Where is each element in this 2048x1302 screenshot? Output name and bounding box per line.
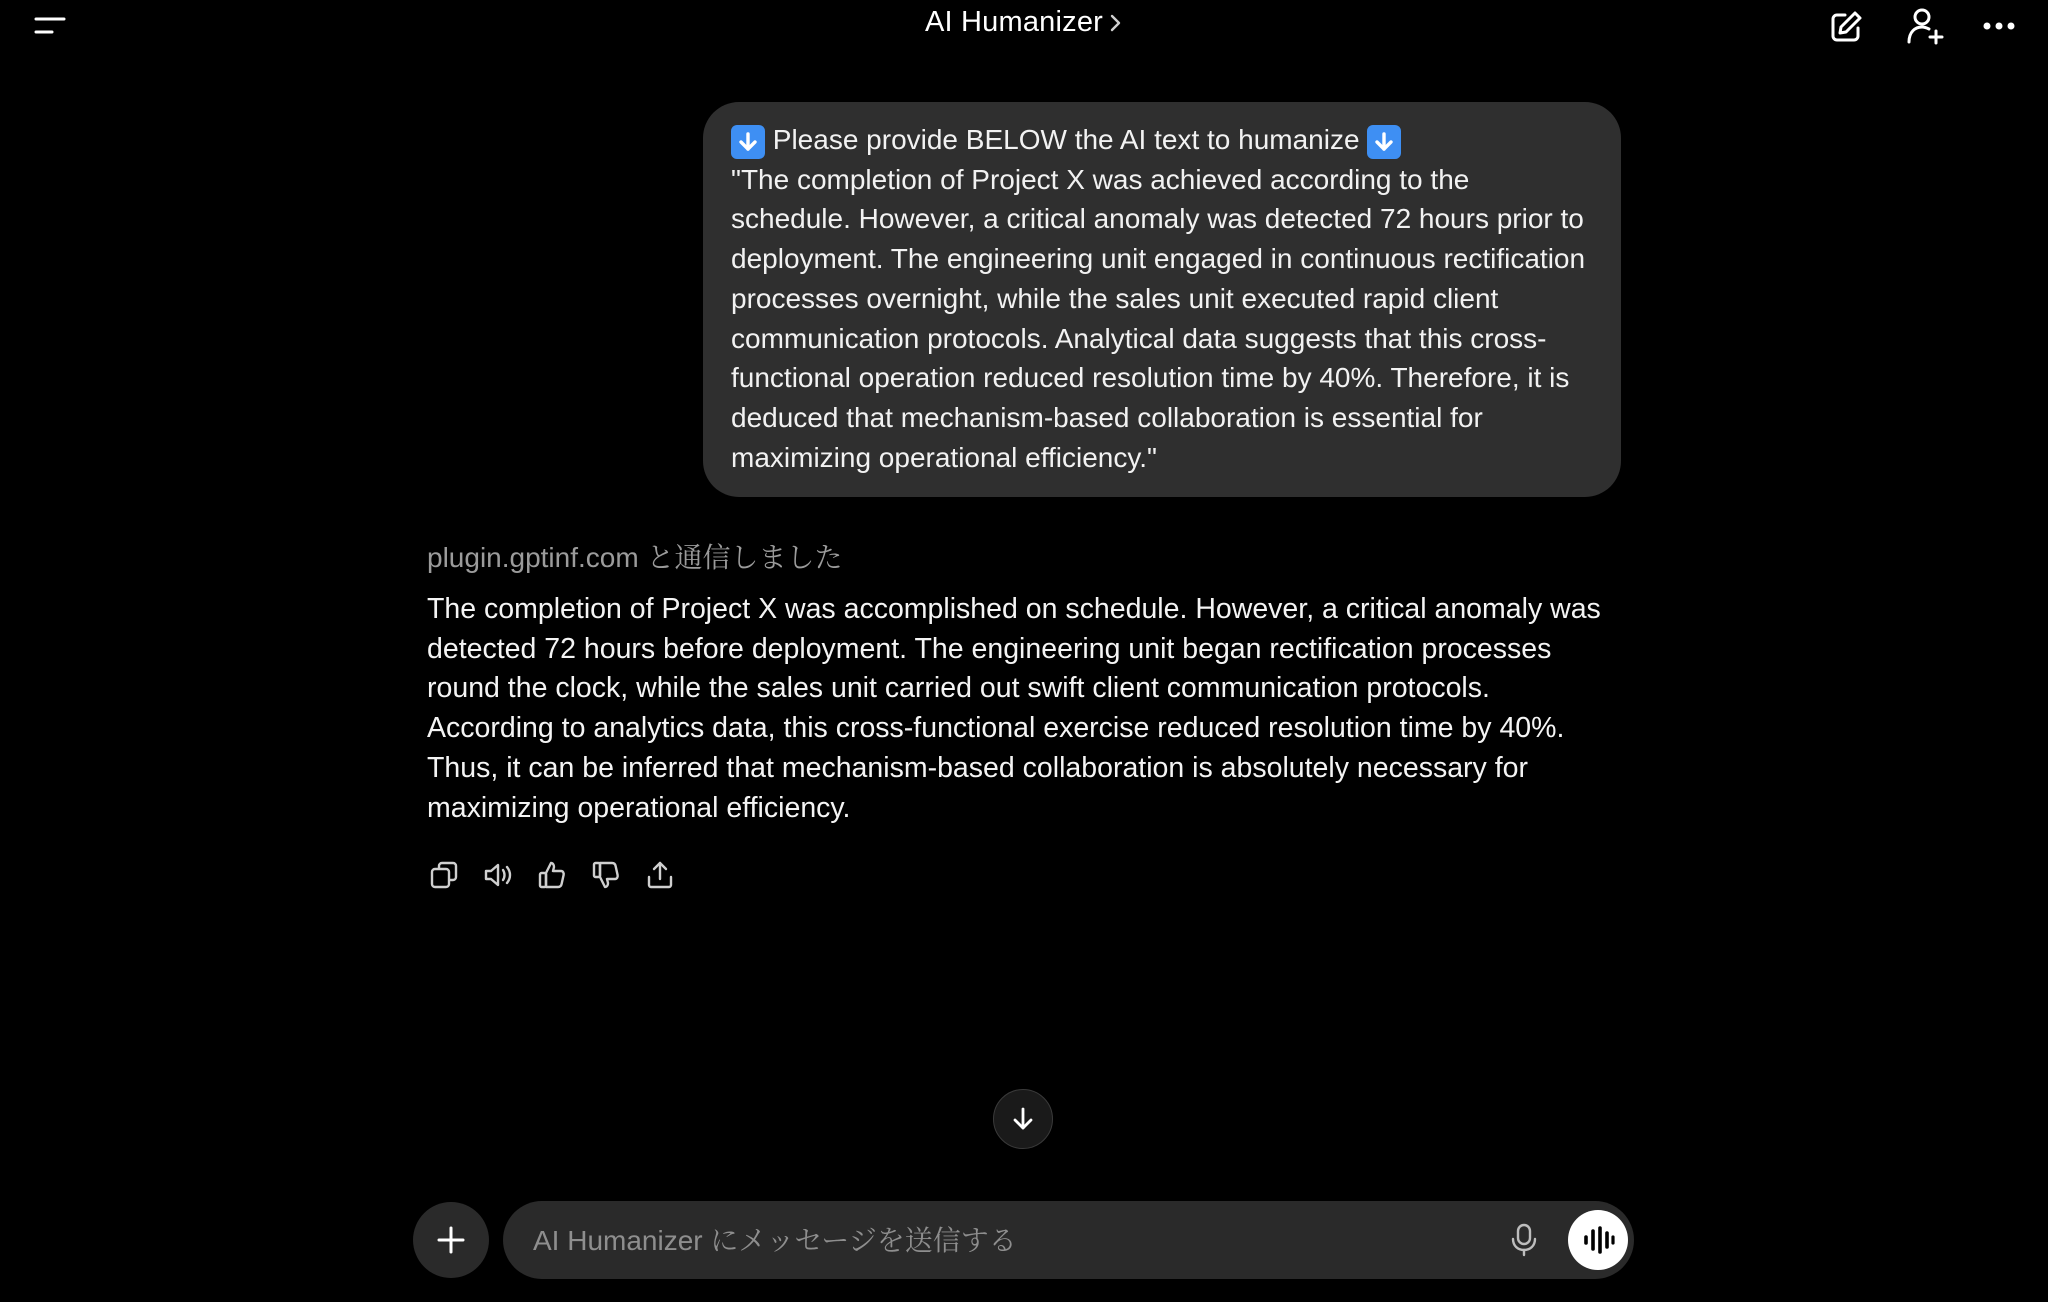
- copy-icon: [429, 860, 459, 890]
- plus-icon: [435, 1224, 467, 1256]
- chevron-right-icon: [1109, 11, 1123, 35]
- microphone-icon: [1509, 1222, 1539, 1258]
- add-user-icon: [1905, 6, 1945, 46]
- share-icon: [645, 860, 675, 890]
- voice-waveform-icon: [1581, 1225, 1615, 1255]
- gpt-title-button[interactable]: [925, 6, 1123, 39]
- message-input[interactable]: [531, 1201, 1475, 1281]
- down-arrow-emoji-icon: [1367, 125, 1401, 159]
- thumbs-up-button[interactable]: [532, 855, 572, 895]
- assistant-message-text: The completion of Project X was accomplished on schedule. However, a critical anomaly was detected 72 hours before deployment. The engineering unit began rectification processes round the clock, while the sales unit carried out swift client communication protocols. According to analytics data, this cross-functional exercise reduced resolution time by 40%. Thus, it can be inferred that mechanism-based collaboration is absolutely necessary for maximizing operational efficiency.: [427, 593, 1601, 824]
- thumbs-down-button[interactable]: [586, 855, 626, 895]
- user-message-bubble: [703, 102, 1621, 497]
- user-prompt-text: Please provide BELOW the AI text to humanize: [772, 124, 1360, 155]
- voice-mode-button[interactable]: [1568, 1210, 1628, 1270]
- top-bar: [0, 0, 2048, 56]
- new-chat-button[interactable]: [1825, 6, 1867, 48]
- down-arrow-emoji-icon: [731, 125, 765, 159]
- dictate-button[interactable]: [1503, 1219, 1545, 1261]
- arrow-down-icon: [1009, 1105, 1037, 1133]
- more-options-button[interactable]: [1977, 10, 2021, 42]
- attach-button[interactable]: [413, 1202, 489, 1278]
- copy-button[interactable]: [424, 855, 464, 895]
- read-aloud-button[interactable]: [478, 855, 518, 895]
- edit-icon: [1828, 9, 1864, 45]
- page-title: AI Humanizer: [924, 6, 1104, 38]
- user-message-body: "The completion of Project X was achieved according to the schedule. However, a critical anomaly was detected 72 hours prior to deployment. The engineering unit engaged in continuous rectification processes overnight, while the sales unit executed rapid client communication protocols. Analytical data suggests that this cross-functional operation reduced resolution time by 40%. Therefore, it is deduced that mechanism-based collaboration is essential for maximizing operational efficiency.": [731, 163, 1593, 473]
- share-button[interactable]: [640, 855, 680, 895]
- read-aloud-icon: [482, 860, 514, 890]
- add-user-button[interactable]: [1903, 4, 1947, 48]
- scroll-to-bottom-button[interactable]: [993, 1089, 1053, 1149]
- thumbs-up-icon: [537, 860, 567, 890]
- thumbs-down-icon: [591, 860, 621, 890]
- more-icon: [1982, 21, 2016, 31]
- message-composer: [503, 1201, 1634, 1279]
- message-actions: [424, 855, 680, 895]
- plugin-status-note[interactable]: plugin.gptinf.com と通信しました: [427, 542, 843, 573]
